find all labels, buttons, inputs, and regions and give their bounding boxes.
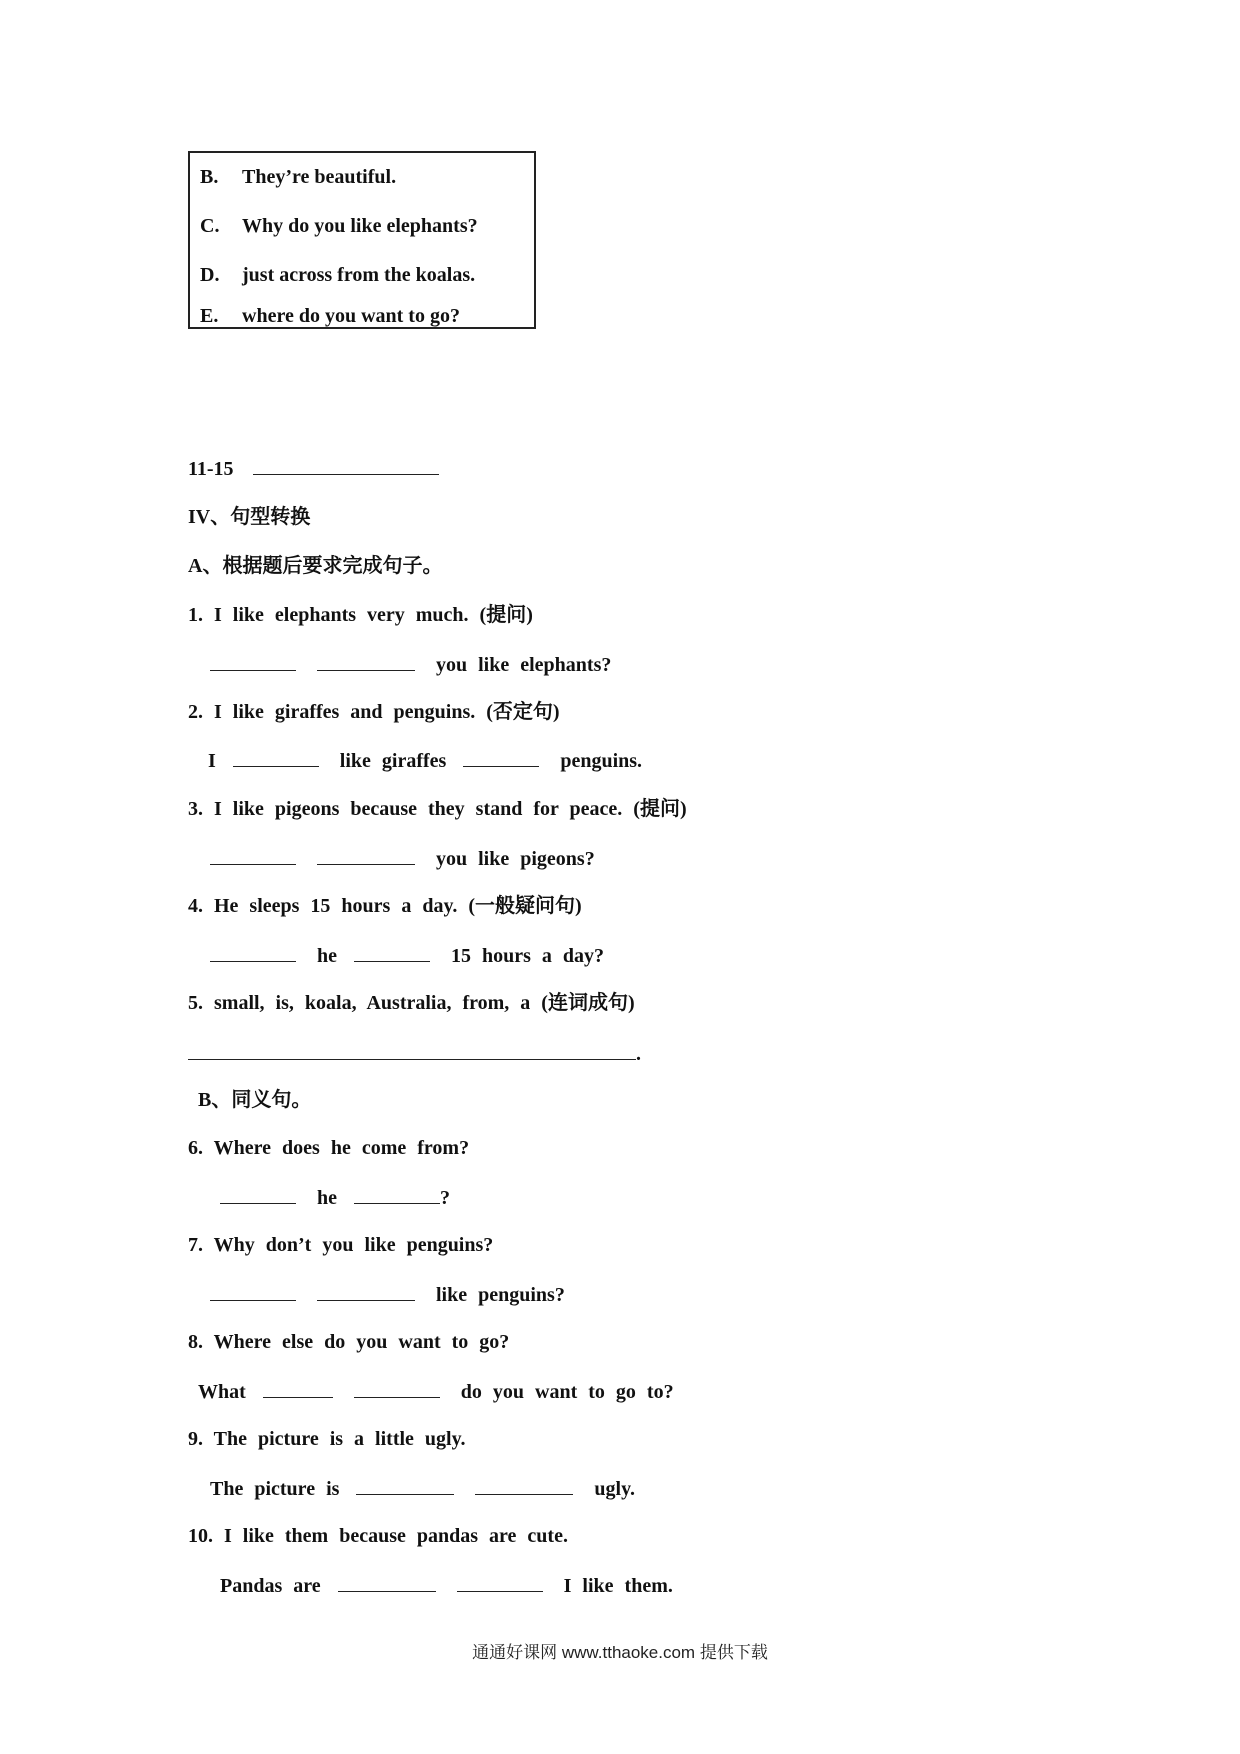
- answer-text: ?: [440, 1187, 450, 1209]
- option-letter: D.: [200, 264, 220, 286]
- question-4: 4. He sleeps 15 hours a day. (一般疑问句): [188, 895, 582, 917]
- answer-6: [220, 1185, 450, 1210]
- answer-blank[interactable]: [253, 456, 439, 475]
- question-3: 3. I like pigeons because they stand for peace. (提问): [188, 798, 687, 820]
- option-text: just across from the koalas.: [242, 264, 476, 286]
- answer-line-11-15: [188, 456, 449, 481]
- option-text: where do you want to go?: [242, 305, 460, 327]
- question-5: 5. small, is, koala, Australia, from, a (连词成句): [188, 992, 635, 1014]
- question-7: 7. Why don’t you like penguins?: [188, 1234, 494, 1256]
- answer-text: like giraffes: [339, 750, 447, 772]
- option-c: [200, 214, 478, 238]
- answer-text: .: [636, 1043, 641, 1065]
- option-b: [200, 165, 396, 189]
- answer-blank[interactable]: [210, 652, 296, 671]
- answer-5: [188, 1041, 641, 1066]
- answer-4: [210, 943, 604, 968]
- answer-blank[interactable]: [457, 1573, 543, 1592]
- answer-10: [220, 1573, 673, 1598]
- answer-line-label: 11-15: [188, 458, 234, 480]
- answer-blank[interactable]: [475, 1476, 573, 1495]
- question-1: 1. I like elephants very much. (提问): [188, 604, 533, 626]
- answer-text: I: [208, 750, 216, 772]
- section-title: IV、句型转换: [188, 506, 311, 528]
- option-d: [200, 263, 475, 287]
- part-b-title: B、同义句。: [198, 1089, 312, 1111]
- answer-blank[interactable]: [317, 846, 415, 865]
- answer-text: ugly.: [594, 1478, 635, 1500]
- answer-blank[interactable]: [354, 1185, 440, 1204]
- answer-1: [210, 652, 611, 677]
- answer-blank[interactable]: [233, 748, 319, 767]
- answer-blank[interactable]: [263, 1379, 333, 1398]
- answer-text: The picture is: [210, 1478, 340, 1500]
- answer-blank[interactable]: [354, 1379, 440, 1398]
- answer-blank[interactable]: [356, 1476, 454, 1495]
- answer-9: [210, 1476, 635, 1501]
- answer-2: [208, 748, 642, 773]
- option-letter: C.: [200, 215, 220, 237]
- answer-blank[interactable]: [317, 1282, 415, 1301]
- answer-blank[interactable]: [210, 846, 296, 865]
- answer-blank[interactable]: [220, 1185, 296, 1204]
- answer-blank[interactable]: [210, 1282, 296, 1301]
- answer-text: you like elephants?: [436, 654, 612, 676]
- answer-7: [210, 1282, 565, 1307]
- answer-blank[interactable]: [338, 1573, 436, 1592]
- answer-text: I like them.: [563, 1575, 673, 1597]
- question-6: 6. Where does he come from?: [188, 1137, 470, 1159]
- answer-blank[interactable]: [354, 943, 430, 962]
- question-9: 9. The picture is a little ugly.: [188, 1428, 466, 1450]
- answer-blank[interactable]: [317, 652, 415, 671]
- option-text: They’re beautiful.: [242, 166, 397, 188]
- answer-text: you like pigeons?: [436, 848, 595, 870]
- footer-source: 通通好课网 www.tthaoke.com 提供下载: [472, 1643, 768, 1662]
- answer-text: What: [198, 1381, 246, 1403]
- answer-text: Pandas are: [220, 1575, 321, 1597]
- answer-text: penguins.: [560, 750, 643, 772]
- part-a-title: A、根据题后要求完成句子。: [188, 555, 443, 577]
- answer-blank[interactable]: [210, 943, 296, 962]
- answer-3: [210, 846, 595, 871]
- answer-text: 15 hours a day?: [451, 945, 605, 967]
- answer-options-box: [188, 151, 536, 329]
- answer-text: he: [317, 945, 337, 967]
- option-e: [200, 304, 460, 328]
- answer-blank[interactable]: [188, 1041, 636, 1060]
- option-letter: B.: [200, 166, 219, 188]
- question-8: 8. Where else do you want to go?: [188, 1331, 510, 1353]
- option-letter: E.: [200, 305, 219, 327]
- question-10: 10. I like them because pandas are cute.: [188, 1525, 568, 1547]
- answer-blank[interactable]: [463, 748, 539, 767]
- answer-text: do you want to go to?: [460, 1381, 674, 1403]
- question-2: 2. I like giraffes and penguins. (否定句): [188, 701, 560, 723]
- answer-text: like penguins?: [436, 1284, 565, 1306]
- answer-text: he: [317, 1187, 337, 1209]
- option-text: Why do you like elephants?: [242, 215, 478, 237]
- answer-8: [198, 1379, 674, 1404]
